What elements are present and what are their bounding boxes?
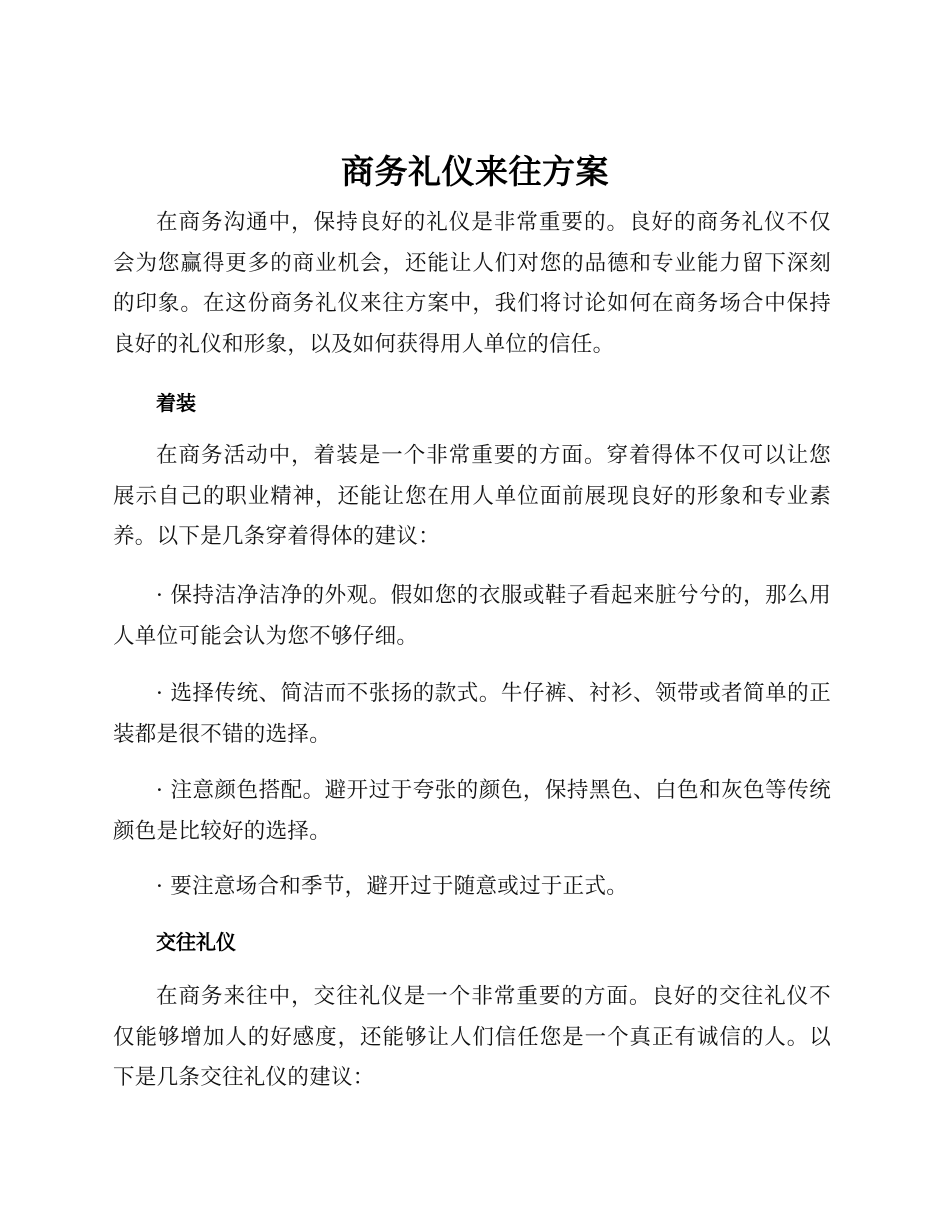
section-heading-etiquette: 交往礼仪 (156, 930, 236, 954)
etiquette-intro-paragraph: 在商务来往中，交往礼仪是一个非常重要的方面。良好的交往礼仪不仅能够增加人的好感度，还能够让人们信任您是一个真正有诚信的人。以下是几条交往礼仪的建议： (113, 984, 831, 1090)
document-title: 商务礼仪来往方案 (341, 152, 609, 191)
attire-bullet-4: · 要注意场合和季节，避开过于随意或过于正式。 (156, 874, 629, 899)
attire-bullet-3: · 注意颜色搭配。避开过于夸张的颜色，保持黑色、白色和灰色等传统颜色是比较好的选择。 (113, 778, 831, 844)
section-heading-attire: 着装 (156, 391, 196, 415)
intro-paragraph: 在商务沟通中，保持良好的礼仪是非常重要的。良好的商务礼仪不仅会为您赢得更多的商业机会，还能让人们对您的品德和专业能力留下深刻的印象。在这份商务礼仪来往方案中，我们将讨论如何在商务场合中保持良好的礼仪和形象，以及如何获得用人单位的信任。 (113, 210, 831, 357)
attire-intro-paragraph: 在商务活动中，着装是一个非常重要的方面。穿着得体不仅可以让您展示自己的职业精神，还能让您在用人单位面前展现良好的形象和专业素养。以下是几条穿着得体的建议： (113, 443, 831, 549)
attire-bullet-2: · 选择传统、简洁而不张扬的款式。牛仔裤、衬衫、领带或者简单的正装都是很不错的选择。 (113, 681, 831, 747)
attire-bullet-1: · 保持洁净洁净的外观。假如您的衣服或鞋子看起来脏兮兮的，那么用人单位可能会认为您不够仔细。 (113, 583, 831, 649)
